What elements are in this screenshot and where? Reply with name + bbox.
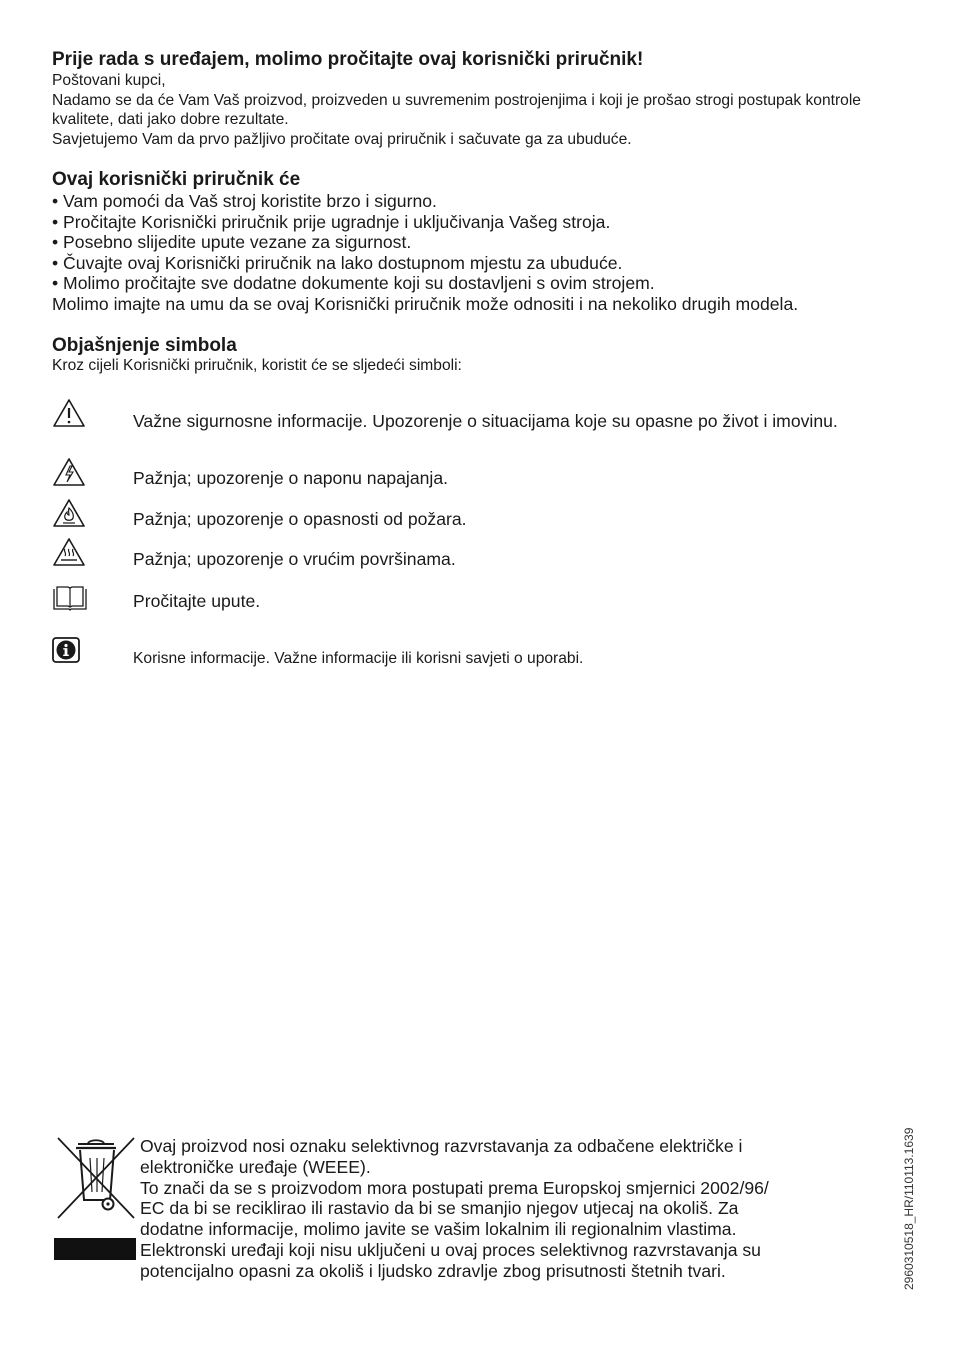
symbol-row-fire (52, 498, 872, 532)
weee-line: To znači da se s proizvodom mora postupati prema Europskoj smjernici 2002/96/ (140, 1177, 769, 1198)
weee-line: Elektronski uređaji koji nisu uključeni u ovaj proces selektivnog razvrstavanja su (140, 1239, 761, 1260)
intro-greeting: Poštovani kupci, (52, 72, 166, 89)
intro-paragraph: Nadamo se da će Vam Vaš proizvod, proizveden u suvremenim postrojenjima i koji je prošao strogi postupak kontrole kvalitete, dati jako dobre rezultate. (52, 91, 861, 128)
symbol-row-info (52, 637, 872, 671)
weee-line: potencijalno opasni za okoliš i ljudsko zdravlje zbog prisutnosti štetnih tvari. (140, 1260, 726, 1281)
list-item: • Molimo pročitajte sve dodatne dokumente koji su dostavljeni s ovim strojem. (52, 273, 655, 293)
symbols-section-heading: Objašnjenje simbola (52, 335, 237, 356)
weee-symbol (54, 1134, 138, 1260)
weee-line: EC da bi se reciklirao ili rastavio da bi se smanjio njegov utjecaj na okoliš. Za (140, 1198, 739, 1219)
page-title: Prije rada s uređajem, molimo pročitajte ovaj korisnički priručnik! (52, 49, 644, 70)
manual-bullet-list (52, 191, 922, 314)
weee-line: Ovaj proizvod nosi oznaku selektivnog razvrstavanja za odbačene električke i (140, 1136, 743, 1156)
symbols-subheading: Kroz cijeli Korisnički priručnik, koristit će se sljedeći simboli: (52, 357, 462, 374)
list-item: • Čuvajte ovaj Korisnički priručnik na lako dostupnom mjestu za ubuduće. (52, 252, 623, 273)
list-item: • Posebno slijedite upute vezane za sigurnost. (52, 232, 412, 252)
symbol-description: Pažnja; upozorenje o naponu napajanja. (133, 468, 448, 488)
document-code: 2960310518_HR/110113.1639 (902, 1127, 916, 1290)
weee-line: dodatne informacije, molimo javite se vašim lokalnim ili regionalnim vlastima. (140, 1219, 737, 1240)
symbol-description: Pročitajte upute. (133, 591, 261, 611)
symbol-row-hot-surface (52, 537, 872, 571)
manual-note: Molimo imajte na umu da se ovaj Korisnički priručnik može odnositi i na nekoliko drugih modela. (52, 293, 799, 314)
symbol-description: Korisne informacije. Važne informacije ili korisni savjeti o uporabi. (133, 650, 584, 667)
intro-text (52, 71, 872, 149)
intro-advice: Savjetujemo Vam da prvo pažljivo pročitate ovaj priručnik i sačuvate ga za ubuduće. (52, 130, 632, 148)
info-icon (52, 637, 80, 663)
hot-surface-icon (52, 537, 86, 567)
symbol-description: Važne sigurnosne informacije. Upozorenje o situacijama koje su opasne po život i imovinu. (133, 411, 838, 431)
fire-hazard-icon (52, 498, 86, 528)
symbol-description: Pažnja; upozorenje o vrućim površinama. (133, 549, 456, 569)
warning-triangle-icon (52, 398, 86, 428)
symbol-row-warning (52, 398, 872, 452)
manual-section-heading: Ovaj korisnički priručnik će (52, 169, 301, 190)
weee-information (140, 1136, 870, 1282)
symbol-row-read-instructions (52, 585, 872, 619)
symbol-row-electric (52, 457, 872, 491)
crossed-out-bin-icon (54, 1134, 138, 1260)
symbol-description: Pažnja; upozorenje o opasnosti od požara. (133, 509, 467, 529)
list-item: • Vam pomoći da Vaš stroj koristite brzo i sigurno. (52, 191, 437, 211)
electric-shock-icon (52, 457, 86, 487)
weee-line: elektroničke uređaje (WEEE). (140, 1156, 371, 1177)
open-book-icon (52, 585, 88, 611)
list-item: • Pročitajte Korisnički priručnik prije ugradnje i uključivanja Vašeg stroja. (52, 211, 611, 232)
